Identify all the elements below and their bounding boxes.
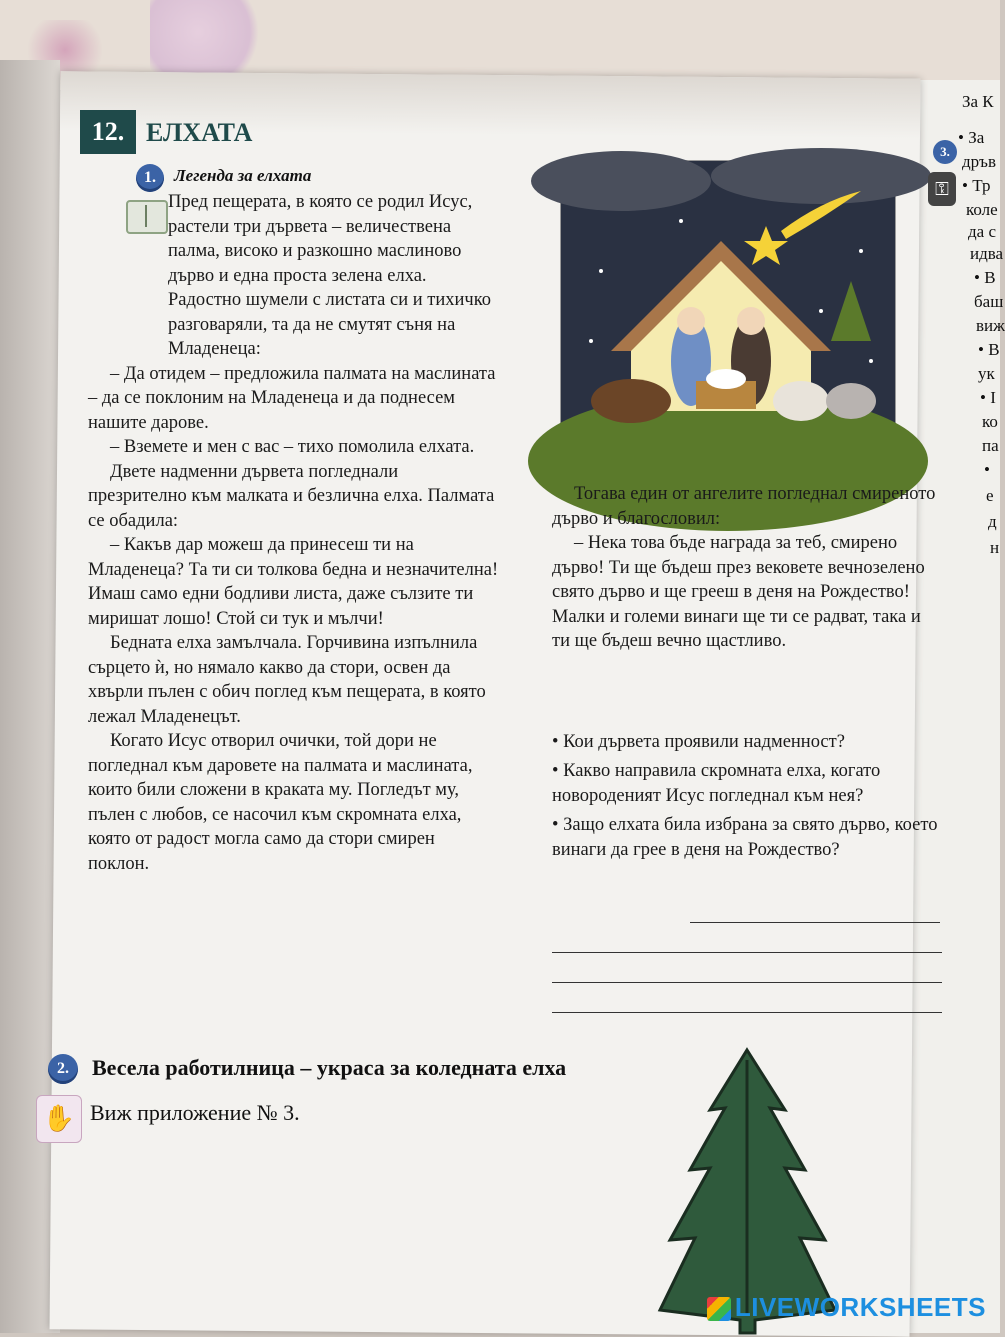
right-page-text: ко bbox=[982, 412, 998, 431]
right-page-text: виж bbox=[976, 316, 1005, 335]
flower-decoration bbox=[150, 0, 270, 80]
part1-number: 1. bbox=[136, 164, 164, 192]
key-icon: ⚿ bbox=[928, 172, 956, 206]
story-paragraph: – Нека това бъде награда за теб, смирено дърво! Ти ще бъдеш през вековете вечнозелено свято дърво и ще грееш в деня на Рождество! Малки и големи винаги ще ти се радват, така и ти ще бъдеш вечно щастливо. bbox=[552, 533, 925, 651]
story-continuation bbox=[552, 482, 942, 654]
nativity-illustration bbox=[560, 160, 896, 478]
story-paragraph: Тогава един от ангелите погледнал смиреното дърво и благословил: bbox=[552, 484, 936, 529]
right-page-text: дръв bbox=[962, 152, 996, 171]
answer-line[interactable] bbox=[690, 922, 940, 923]
story-text bbox=[88, 190, 500, 876]
story-paragraph: Когато Исус отворил очички, той дори не погледнал към даровете на палмата и маслината, които били сложени в краката му. Погледът му, пълен с любов, се насочил към скромната елха, която от радост могла само да стори смирен поклон. bbox=[88, 731, 473, 874]
story-paragraph: – Какъв дар можеш да принесеш ти на Младенеца? Та ти си толкова бедна и незначителна! Имаш само едни бодливи листа, даже сълзите ти миришат лошо! Стой си тук и мълчи! bbox=[88, 535, 499, 629]
nativity-scene-icon bbox=[561, 161, 895, 477]
right-page-text: ук bbox=[978, 364, 995, 383]
story-paragraph: Двете надменни дървета погледнали презрително към малката и безлична елха. Палмата се обадила: bbox=[88, 461, 495, 531]
right-page-text: • Тр bbox=[962, 176, 991, 195]
section-title: ЕЛХАТА bbox=[146, 118, 253, 147]
watermark-text: LIVEWORKSHEETS bbox=[734, 1292, 986, 1322]
right-page-text: За К bbox=[962, 92, 994, 111]
right-page-text: е bbox=[986, 486, 994, 505]
right-page-text: • І bbox=[980, 388, 996, 407]
question-item: • Кои дървета проявили надменност? bbox=[552, 732, 845, 752]
answer-line[interactable] bbox=[552, 952, 942, 953]
right-page-text: • В bbox=[974, 268, 996, 287]
right-page-text: па bbox=[982, 436, 999, 455]
story-paragraph: Бедната елха замълчала. Горчивина изпълнила сърцето ѝ, но нямало какво да стори, освен да хвърли пълен с обич поглед към пещерата, в която лежал Младенецът. bbox=[88, 633, 486, 727]
part2-number: 2. bbox=[48, 1054, 78, 1084]
story-paragraph: Пред пещерата, в която се родил Исус, растели три дървета – величествена палма, високо и разкошно маслиново дърво и една проста зелена елха. Радостно шумели с листата си и тихичко разговаряли, та да не смутят съня на Младенеца: bbox=[168, 192, 491, 359]
part2-title: Весела работилница – украса за коледната елха bbox=[92, 1055, 567, 1080]
right-page-badge: 3. bbox=[933, 140, 957, 164]
part1-title: Легенда за елхата bbox=[174, 166, 312, 185]
right-page-text: • В bbox=[978, 340, 1000, 359]
right-page-text: д bbox=[988, 512, 997, 531]
right-page-text: баш bbox=[974, 292, 1004, 311]
liveworksheets-logo-icon bbox=[707, 1297, 731, 1321]
liveworksheets-watermark bbox=[707, 1292, 986, 1323]
right-page-text: да с bbox=[968, 222, 996, 241]
right-page-text: н bbox=[990, 538, 1000, 557]
hand-icon: ✋ bbox=[36, 1095, 82, 1143]
section-number: 12. bbox=[80, 110, 136, 154]
answer-line[interactable] bbox=[552, 982, 942, 983]
right-page-text: идва bbox=[970, 244, 1004, 263]
story-paragraph: – Вземете и мен с вас – тихо помолила елхата. bbox=[110, 437, 475, 457]
right-page-text: • За bbox=[958, 128, 985, 147]
annex-note: Виж приложение № 3. bbox=[90, 1100, 300, 1125]
answer-line[interactable] bbox=[552, 1012, 942, 1013]
question-item: • Какво направила скромната елха, когато новороденият Исус погледнал към нея? bbox=[552, 761, 881, 806]
right-page-text: коле bbox=[966, 200, 998, 219]
question-item: • Защо елхата била избрана за свято дърво, което винаги да грее в деня на Рождество? bbox=[552, 815, 938, 860]
christmas-tree-icon bbox=[655, 1050, 840, 1333]
right-page-text: • bbox=[984, 460, 990, 479]
questions-list bbox=[552, 730, 942, 867]
story-paragraph: – Да отидем – предложила палмата на маслината – да се поклоним на Младенеца и да поднесем нашите дарове. bbox=[88, 363, 496, 433]
